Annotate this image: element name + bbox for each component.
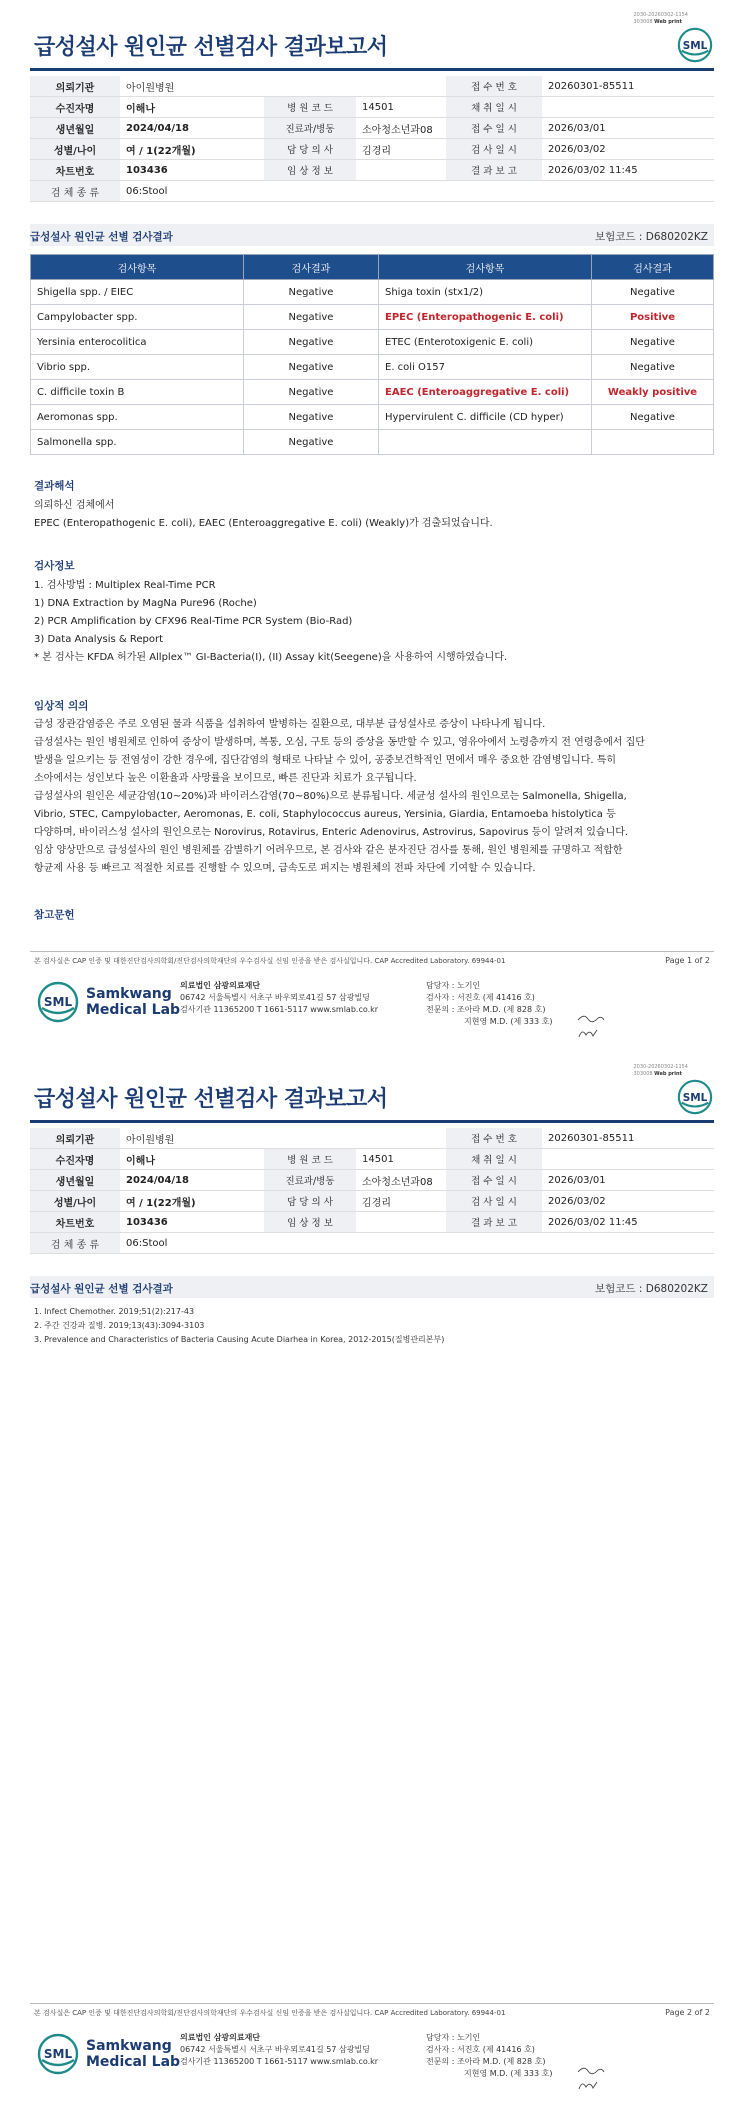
method-line: 3) Data Analysis & Report bbox=[34, 634, 164, 645]
value-request-org: 아이원병원 bbox=[120, 1128, 446, 1149]
footer-note: 본 검사실은 CAP 인증 및 대한진단검사의학회/진단검사의학재단의 우수검사실 신임 인증을 받은 검사실입니다. CAP Accredited Laboratory. 69944-01 bbox=[34, 957, 506, 965]
result-value-2: Negative bbox=[592, 330, 714, 355]
svg-text:SML: SML bbox=[682, 39, 708, 52]
method-line: * 본 검사는 KFDA 허가된 Allplex™ GI-Bacteria(I), (II) Assay kit(Seegene)을 사용하여 시행하였습니다. bbox=[34, 652, 508, 663]
label-dob: 생년월일 bbox=[30, 1170, 120, 1191]
label-dept: 진료과/병동 bbox=[264, 1170, 356, 1191]
value-patient: 이해나 bbox=[120, 1149, 264, 1170]
label-test-date: 검 사 일 시 bbox=[446, 1191, 542, 1212]
clinical-line: 임상 양상만으로 급성설사의 원인 병원체를 감별하기 어려우므로, 본 검사와 같은 분자진단 검사를 통해, 원인 병원체를 규명하고 적합한 bbox=[34, 845, 623, 856]
reference-item: 2. 주간 건강과 질병. 2019;13(43):3094-3103 bbox=[34, 1321, 205, 1330]
value-chart: 103436 bbox=[120, 160, 264, 181]
method-text bbox=[34, 577, 714, 667]
label-request-org: 의뢰기관 bbox=[30, 76, 120, 97]
references-list bbox=[34, 1305, 444, 1347]
section-title: 급성설사 원인균 선별 검사결과 bbox=[30, 1283, 173, 1295]
samkwang-logo-icon bbox=[36, 2032, 80, 2076]
col-result-2: 검사결과 bbox=[592, 255, 714, 280]
patient-info-table bbox=[30, 76, 714, 202]
result-item-2: E. coli O157 bbox=[379, 355, 592, 380]
clinical-line: 항균제 사용 등 빠르고 적절한 치료를 진행할 수 있으며, 급속도로 퍼지는 병원체의 전파 차단에 기여할 수 있습니다. bbox=[34, 863, 536, 874]
title-rule bbox=[30, 68, 714, 71]
result-value-1: Negative bbox=[244, 355, 379, 380]
result-value-2 bbox=[592, 430, 714, 455]
result-value-1: Negative bbox=[244, 280, 379, 305]
value-request-org: 아이원병원 bbox=[120, 76, 446, 97]
result-value-1: Negative bbox=[244, 305, 379, 330]
method-title: 검사정보 bbox=[34, 560, 75, 572]
label-report-date: 결 과 보 고 bbox=[446, 1212, 542, 1233]
label-dob: 생년월일 bbox=[30, 118, 120, 139]
result-item-1: Salmonella spp. bbox=[31, 430, 244, 455]
value-collect-date bbox=[542, 97, 714, 118]
value-dob: 2024/04/18 bbox=[120, 118, 264, 139]
value-specimen: 06:Stool bbox=[120, 181, 714, 202]
title-rule bbox=[30, 1120, 714, 1123]
clinical-line: 발생을 일으키는 등 전염성이 강한 경우에, 집단감염의 형태로 나타날 수 있어, 공중보건학적인 면에서 매우 중요한 감염병입니다. 특히 bbox=[34, 755, 617, 766]
reference-item: 1. Infect Chemother. 2019;51(2):217-43 bbox=[34, 1307, 195, 1316]
interpretation-title: 결과해석 bbox=[34, 480, 75, 492]
references-title: 참고문헌 bbox=[34, 909, 75, 921]
result-value-2: Weakly positive bbox=[592, 380, 714, 405]
result-row bbox=[31, 355, 714, 380]
value-report-date: 2026/03/02 11:45 bbox=[542, 160, 714, 181]
label-receipt-no: 접 수 번 호 bbox=[446, 76, 542, 97]
patient-info-table bbox=[30, 1128, 714, 1254]
svg-text:SML: SML bbox=[43, 2047, 73, 2061]
method-line: 2) PCR Amplification by CFX96 Real-Time PCR System (Bio-Rad) bbox=[34, 616, 353, 627]
value-clinical bbox=[356, 160, 446, 181]
label-doctor: 담 당 의 사 bbox=[264, 139, 356, 160]
value-patient: 이해나 bbox=[120, 97, 264, 118]
result-item-2: Shiga toxin (stx1/2) bbox=[379, 280, 592, 305]
clinical-line: 소아에서는 성인보다 높은 이환율과 사망률을 보이므로, 빠른 진단과 치료가 요구됩니다. bbox=[34, 773, 417, 784]
value-collect-date bbox=[542, 1149, 714, 1170]
result-value-1: Negative bbox=[244, 380, 379, 405]
label-clinical: 임 상 정 보 bbox=[264, 1212, 356, 1233]
result-value-2: Positive bbox=[592, 305, 714, 330]
lab-staff: 담당자 : 노기인 검사자 : 서진호 (제 41416 호) 전문의 : 조아라 M.D. (제 828 호) 지현영 M.D. (제 333 호) bbox=[426, 2033, 553, 2078]
value-sex-age: 여 / 1(22개월) bbox=[120, 1191, 264, 1212]
method-line: 1) DNA Extraction by MagNa Pure96 (Roche) bbox=[34, 598, 257, 609]
result-value-1: Negative bbox=[244, 405, 379, 430]
label-collect-date: 채 취 일 시 bbox=[446, 97, 542, 118]
result-row bbox=[31, 405, 714, 430]
value-receipt-no: 20260301-85511 bbox=[542, 76, 714, 97]
value-sex-age: 여 / 1(22개월) bbox=[120, 139, 264, 160]
col-item-2: 검사항목 bbox=[379, 255, 592, 280]
label-doctor: 담 당 의 사 bbox=[264, 1191, 356, 1212]
value-hospital-code: 14501 bbox=[356, 97, 446, 118]
value-receipt-no: 20260301-85511 bbox=[542, 1128, 714, 1149]
lab-address: 의료법인 삼광의료재단 06742 서울특별시 서초구 바우뫼로41길 57 삼광빌딩 검사기관 11365200 T 1661-5117 www.smlab.co.kr bbox=[180, 981, 379, 1014]
label-specimen: 검 체 종 류 bbox=[30, 181, 120, 202]
label-chart: 차트번호 bbox=[30, 1212, 120, 1233]
result-item-1: C. difficile toxin B bbox=[31, 380, 244, 405]
label-collect-date: 채 취 일 시 bbox=[446, 1149, 542, 1170]
label-sex-age: 성별/나이 bbox=[30, 1191, 120, 1212]
signature-1-icon bbox=[576, 2064, 606, 2076]
results-table bbox=[30, 254, 714, 455]
col-result-1: 검사결과 bbox=[244, 255, 379, 280]
footer-note: 본 검사실은 CAP 인증 및 대한진단검사의학회/진단검사의학재단의 우수검사실 신임 인증을 받은 검사실입니다. CAP Accredited Laboratory. 69944-01 bbox=[34, 2009, 506, 2017]
result-value-1: Negative bbox=[244, 330, 379, 355]
section-title: 급성설사 원인균 선별 검사결과 bbox=[30, 231, 173, 243]
label-specimen: 검 체 종 류 bbox=[30, 1233, 120, 1254]
result-item-2 bbox=[379, 430, 592, 455]
sml-logo-icon bbox=[676, 26, 714, 64]
result-row bbox=[31, 430, 714, 455]
lab-name: Samkwang Medical Lab bbox=[86, 986, 181, 1018]
result-item-2: ETEC (Enterotoxigenic E. coli) bbox=[379, 330, 592, 355]
col-item-1: 검사항목 bbox=[31, 255, 244, 280]
result-row bbox=[31, 305, 714, 330]
print-code: 2030-20260302-1154 303008 Web print bbox=[633, 12, 688, 25]
value-report-date: 2026/03/02 11:45 bbox=[542, 1212, 714, 1233]
label-patient: 수진자명 bbox=[30, 1149, 120, 1170]
label-receipt-date: 접 수 일 시 bbox=[446, 118, 542, 139]
signature-2-icon bbox=[576, 2078, 600, 2092]
value-receipt-date: 2026/03/01 bbox=[542, 118, 714, 139]
report-page-2 bbox=[0, 1052, 744, 2104]
result-row bbox=[31, 280, 714, 305]
label-report-date: 결 과 보 고 bbox=[446, 160, 542, 181]
method-line: 1. 검사방법 : Multiplex Real-Time PCR bbox=[34, 580, 216, 591]
value-test-date: 2026/03/02 bbox=[542, 1191, 714, 1212]
label-request-org: 의뢰기관 bbox=[30, 1128, 120, 1149]
result-item-1: Vibrio spp. bbox=[31, 355, 244, 380]
clinical-line: 다양하며, 바이러스성 설사의 원인으로는 Norovirus, Rotavirus, Enteric Adenovirus, Astrovirus, Sapovirus 등이 알려져 있습니다. bbox=[34, 827, 629, 838]
page-number: Page 2 of 2 bbox=[665, 2008, 710, 2017]
label-receipt-no: 접 수 번 호 bbox=[446, 1128, 542, 1149]
clinical-line: 급성 장관감염증은 주로 오염된 물과 식품을 섭취하여 발병하는 질환으로, 대부분 급성설사로 증상이 나타나게 됩니다. bbox=[34, 719, 546, 730]
result-item-1: Shigella spp. / EIEC bbox=[31, 280, 244, 305]
insurance-code: 보험코드 : D680202KZ bbox=[594, 1283, 708, 1295]
value-dept: 소아청소년과08 bbox=[356, 1170, 446, 1191]
sml-logo-icon bbox=[676, 1078, 714, 1116]
signature-1-icon bbox=[576, 1012, 606, 1024]
value-doctor: 김경리 bbox=[356, 1191, 446, 1212]
label-sex-age: 성별/나이 bbox=[30, 139, 120, 160]
value-doctor: 김경리 bbox=[356, 139, 446, 160]
result-value-1: Negative bbox=[244, 430, 379, 455]
clinical-line: 급성설사는 원인 병원체로 인하여 증상이 발생하며, 복통, 오심, 구토 등의 증상을 동반할 수 있고, 영유아에서 노령층까지 전 연령층에서 집단 bbox=[34, 737, 645, 748]
label-hospital-code: 병 원 코 드 bbox=[264, 97, 356, 118]
value-hospital-code: 14501 bbox=[356, 1149, 446, 1170]
footer-rule bbox=[30, 2003, 714, 2004]
result-item-2: Hypervirulent C. difficile (CD hyper) bbox=[379, 405, 592, 430]
report-title: 급성설사 원인균 선별검사 결과보고서 bbox=[34, 35, 388, 60]
result-item-1: Aeromonas spp. bbox=[31, 405, 244, 430]
svg-text:SML: SML bbox=[43, 995, 73, 1009]
result-item-1: Yersinia enterocolitica bbox=[31, 330, 244, 355]
report-title: 급성설사 원인균 선별검사 결과보고서 bbox=[34, 1087, 388, 1112]
footer-rule bbox=[30, 951, 714, 952]
clinical-line: Vibrio, STEC, Campylobacter, Aeromonas, E. coli, Staphylococcus aureus, Yersinia, Giardia, Entamoeba histolytica 등 bbox=[34, 809, 616, 820]
label-hospital-code: 병 원 코 드 bbox=[264, 1149, 356, 1170]
print-code: 2030-20260302-1154 303008 Web print bbox=[633, 1064, 688, 1077]
label-test-date: 검 사 일 시 bbox=[446, 139, 542, 160]
label-chart: 차트번호 bbox=[30, 160, 120, 181]
value-dob: 2024/04/18 bbox=[120, 1170, 264, 1191]
value-receipt-date: 2026/03/01 bbox=[542, 1170, 714, 1191]
result-value-2: Negative bbox=[592, 405, 714, 430]
page-number: Page 1 of 2 bbox=[665, 956, 710, 965]
label-clinical: 임 상 정 보 bbox=[264, 160, 356, 181]
result-item-1: Campylobacter spp. bbox=[31, 305, 244, 330]
clinical-text bbox=[34, 716, 714, 878]
signature-2-icon bbox=[576, 1026, 600, 1040]
result-value-2: Negative bbox=[592, 355, 714, 380]
value-test-date: 2026/03/02 bbox=[542, 139, 714, 160]
result-value-2: Negative bbox=[592, 280, 714, 305]
value-specimen: 06:Stool bbox=[120, 1233, 714, 1254]
label-receipt-date: 접 수 일 시 bbox=[446, 1170, 542, 1191]
svg-text:SML: SML bbox=[682, 1091, 708, 1104]
result-row bbox=[31, 330, 714, 355]
insurance-code: 보험코드 : D680202KZ bbox=[594, 231, 708, 243]
interpretation-text: 의뢰하신 검체에서 EPEC (Enteropathogenic E. coli), EAEC (Enteroaggregative E. coli) (Weakly)가 검출되었습니다. bbox=[34, 500, 493, 529]
lab-name: Samkwang Medical Lab bbox=[86, 2038, 181, 2070]
value-dept: 소아청소년과08 bbox=[356, 118, 446, 139]
result-item-2: EAEC (Enteroaggregative E. coli) bbox=[379, 380, 592, 405]
value-clinical bbox=[356, 1212, 446, 1233]
value-chart: 103436 bbox=[120, 1212, 264, 1233]
samkwang-logo-icon bbox=[36, 980, 80, 1024]
reference-item: 3. Prevalence and Characteristics of Bacteria Causing Acute Diarhea in Korea, 2012-2015(질병관리본부) bbox=[34, 1335, 445, 1344]
clinical-line: 급성설사의 원인은 세균감염(10~20%)과 바이러스감염(70~80%)으로 분류됩니다. 세균성 설사의 원인으로는 Salmonella, Shigella, bbox=[34, 791, 627, 802]
lab-staff: 담당자 : 노기인 검사자 : 서진호 (제 41416 호) 전문의 : 조아라 M.D. (제 828 호) 지현영 M.D. (제 333 호) bbox=[426, 981, 553, 1026]
lab-address: 의료법인 삼광의료재단 06742 서울특별시 서초구 바우뫼로41길 57 삼광빌딩 검사기관 11365200 T 1661-5117 www.smlab.co.kr bbox=[180, 2033, 379, 2066]
label-dept: 진료과/병동 bbox=[264, 118, 356, 139]
clinical-title: 임상적 의의 bbox=[34, 700, 89, 712]
result-item-2: EPEC (Enteropathogenic E. coli) bbox=[379, 305, 592, 330]
result-row bbox=[31, 380, 714, 405]
label-patient: 수진자명 bbox=[30, 97, 120, 118]
